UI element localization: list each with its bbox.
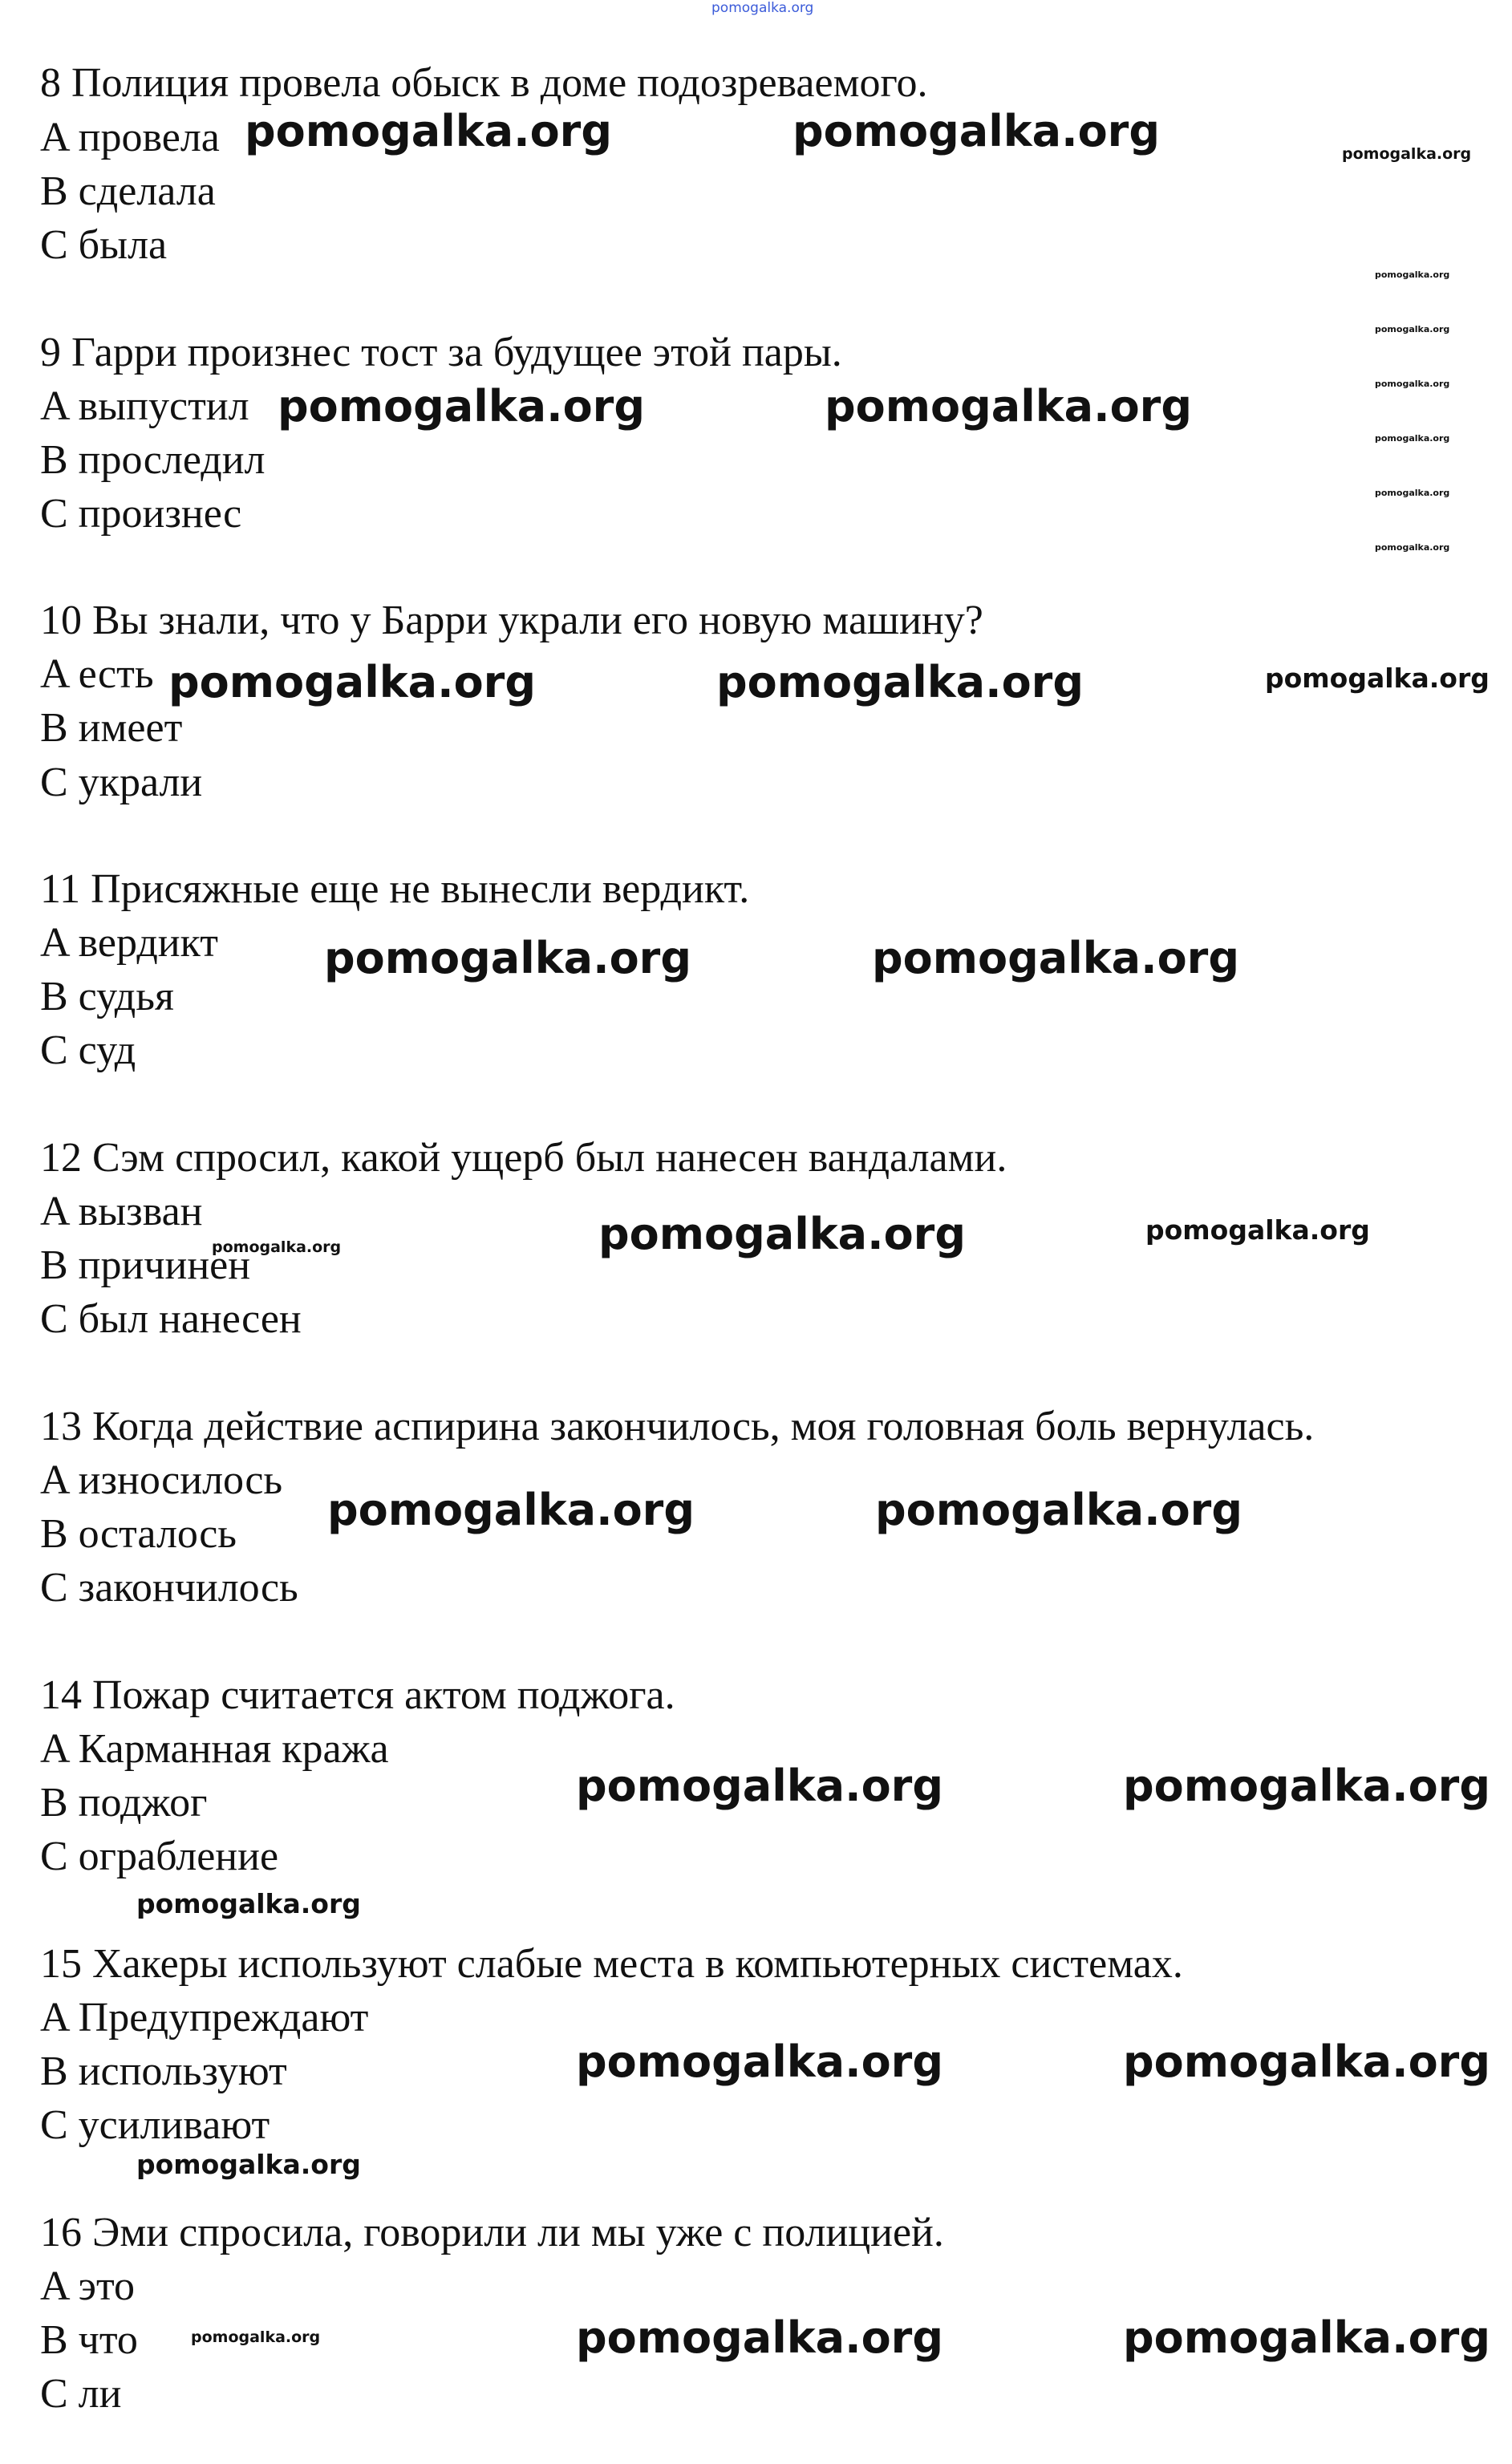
watermark: pomogalka.org [191, 2328, 321, 2346]
option-c: C ограбление [40, 1834, 279, 1879]
option-a: A вердикт [40, 920, 218, 966]
watermark: pomogalka.org [136, 1888, 361, 1919]
watermark: pomogalka.org [1123, 1761, 1490, 1811]
watermark: pomogalka.org [1123, 2036, 1490, 2087]
watermark: pomogalka.org [1375, 270, 1450, 280]
watermark: pomogalka.org [598, 1209, 966, 1259]
watermark: pomogalka.org [1375, 324, 1450, 334]
option-b: B поджог [40, 1780, 208, 1826]
option-a: A износилось [40, 1457, 283, 1503]
watermark: pomogalka.org [711, 0, 814, 16]
question-11: 11 Присяжные еще не вынесли вердикт. [40, 866, 750, 912]
watermark: pomogalka.org [324, 933, 691, 983]
watermark: pomogalka.org [1342, 145, 1472, 163]
question-12: 12 Сэм спросил, какой ущерб был нанесен вандалами. [40, 1135, 1007, 1181]
option-b: B судья [40, 974, 174, 1019]
option-b: B осталось [40, 1511, 237, 1557]
watermark: pomogalka.org [825, 381, 1192, 432]
option-a: A провела [40, 115, 220, 160]
watermark: pomogalka.org [1145, 1214, 1370, 1246]
watermark: pomogalka.org [327, 1485, 695, 1535]
watermark: pomogalka.org [875, 1485, 1242, 1535]
option-c: C украли [40, 760, 203, 805]
option-a: A вызван [40, 1189, 203, 1234]
watermark: pomogalka.org [212, 1238, 342, 1256]
option-a: A Предупреждают [40, 1995, 369, 2040]
question-14: 14 Пожар считается актом поджога. [40, 1672, 675, 1718]
watermark: pomogalka.org [1375, 379, 1450, 389]
watermark: pomogalka.org [576, 2312, 943, 2363]
option-b: B используют [40, 2049, 287, 2094]
watermark: pomogalka.org [1265, 663, 1490, 694]
question-10: 10 Вы знали, что у Барри украли его новую машину? [40, 598, 983, 643]
option-a: A это [40, 2263, 136, 2309]
watermark: pomogalka.org [168, 657, 536, 707]
watermark: pomogalka.org [1375, 542, 1450, 553]
option-c: C была [40, 222, 168, 268]
option-a: A выпустил [40, 383, 249, 429]
question-16: 16 Эми спросила, говорили ли мы уже с полицией. [40, 2210, 944, 2255]
watermark: pomogalka.org [1375, 488, 1450, 498]
watermark: pomogalka.org [1375, 433, 1450, 444]
option-b: B сделала [40, 168, 216, 214]
question-8: 8 Полиция провела обыск в доме подозреваемого. [40, 60, 928, 106]
watermark: pomogalka.org [576, 1761, 943, 1811]
watermark: pomogalka.org [872, 933, 1239, 983]
watermark: pomogalka.org [278, 381, 645, 432]
option-c: C усиливают [40, 2102, 270, 2148]
option-c: C произнес [40, 491, 242, 537]
question-9: 9 Гарри произнес тост за будущее этой пары. [40, 330, 842, 375]
option-c: C ли [40, 2371, 122, 2417]
option-c: C суд [40, 1027, 136, 1073]
option-c: C был нанесен [40, 1296, 302, 1342]
option-b: B имеет [40, 705, 183, 751]
option-c: C закончилось [40, 1565, 298, 1611]
option-a: A есть [40, 651, 154, 697]
option-a: A Карманная кража [40, 1726, 389, 1772]
watermark: pomogalka.org [1123, 2312, 1490, 2363]
option-b: B проследил [40, 437, 266, 483]
question-15: 15 Хакеры используют слабые места в компьютерных системах. [40, 1941, 1183, 1987]
watermark: pomogalka.org [245, 106, 612, 156]
option-b: B причинен [40, 1242, 251, 1288]
watermark: pomogalka.org [136, 2149, 361, 2180]
option-b: B что [40, 2317, 138, 2363]
watermark: pomogalka.org [576, 2036, 943, 2087]
watermark: pomogalka.org [792, 106, 1160, 156]
question-13: 13 Когда действие аспирина закончилось, моя головная боль вернулась. [40, 1404, 1315, 1449]
watermark: pomogalka.org [716, 657, 1084, 707]
